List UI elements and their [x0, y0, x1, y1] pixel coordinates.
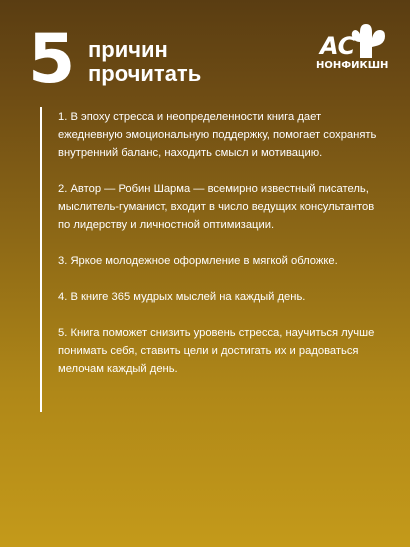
- reason-item-5: 5. Книга поможет снизить уровень стресса, научиться лучше понимать себя, ставить цели и достигать их и радоваться мелочам каждый день.: [58, 327, 375, 375]
- publisher-logo: [316, 18, 388, 80]
- headline-line-2: прочитать: [88, 61, 202, 86]
- headline-title: [88, 38, 201, 86]
- headline-number: 5: [28, 20, 76, 99]
- header: [28, 20, 389, 100]
- reason-item-4: 4. В книге 365 мудрых мыслей на каждый день.: [58, 291, 306, 303]
- headline-line-1: причин: [88, 37, 168, 62]
- reason-item-3: 3. Яркое молодежное оформление в мягкой обложке.: [58, 255, 338, 267]
- reason-item-1: 1. В эпоху стресса и неопределенности книга дает ежедневную эмоциональную поддержку, помогает сохранять внутренний баланс, находить смысл и мотивацию.: [58, 111, 377, 159]
- reason-item-2: 2. Автор — Робин Шарма — всемирно известный писатель, мыслитель-гуманист, входит в число ведущих консультантов по лидерству и личностной оптимизации.: [58, 183, 375, 231]
- reasons-list: [40, 107, 380, 412]
- logo-subtitle: НОНФИКШН: [316, 60, 389, 71]
- logo-brand: АС: [320, 32, 355, 60]
